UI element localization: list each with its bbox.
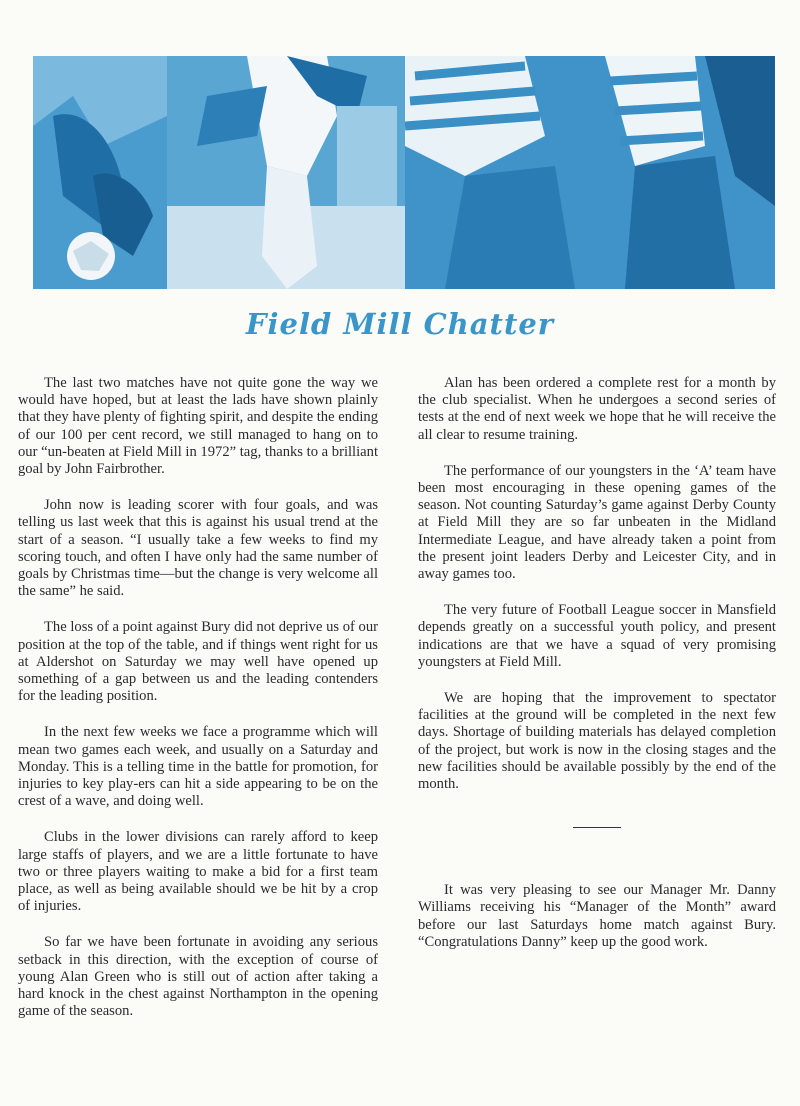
paragraph: Clubs in the lower divisions can rarely afford to keep large staffs of players, and we are a little fortunate to have two or three players waiting to make a bid for a first team place, as well as being available should we be hit by a crop of injuries. — [18, 829, 378, 915]
paragraph: The loss of a point against Bury did not deprive us of our position at the top of the table, and if things went right for us at Aldershot on Saturday we may well have opened up something of a gap between us and the leading contenders for the leading position. — [18, 619, 378, 705]
football-photo-3 — [405, 56, 775, 289]
paragraph: The performance of our youngsters in the ‘A’ team have been most encouraging in these opening games of the season. Not counting Saturday’s game against Derby County at Field Mill they are so far unbeaten in the Midland Intermediate League, and have already taken a point from the present joint leaders Derby and Leicester City, and in away games too. — [418, 462, 776, 583]
paragraph: In the next few weeks we face a programme which will mean two games each week, and usually on a Saturday and Monday. This is a telling time in the battle for promotion, for injuries to key play-ers can hit a side appearing to be on the crest of a wave, and doing well. — [18, 724, 378, 810]
paragraph: The last two matches have not quite gone the way we would have hoped, but at least the lads have shown plainly that they have plenty of fighting spirit, and despite the ending of our 100 per cent record, we still managed to hang on to our “un-beaten at Field Mill in 1972” tag, thanks to a brilliant goal by John Fairbrother. — [18, 375, 378, 478]
paragraph: We are hoping that the improvement to spectator facilities at the ground will be completed in the next few days. Shortage of building materials has delayed completion of the project, but work is now in the closing stages and the new facilities should be available possibly by the end of the month. — [418, 690, 776, 793]
paragraph: John now is leading scorer with four goals, and was telling us last week that this is against his usual trend at the start of a season. “I usually take a few weeks to find my scoring touch, and often I have only had the same number of goals by Christmas time—but the change is very welcome all the same” he said. — [18, 497, 378, 600]
section-divider — [573, 827, 621, 828]
football-photo-1 — [33, 56, 167, 289]
paragraph: The very future of Football League soccer in Mansfield depends greatly on a successful youth policy, and present indications are that we have a squad of very promising youngsters at Field Mill. — [418, 602, 776, 670]
header-photo-strip — [33, 56, 775, 289]
article-title: Field Mill Chatter — [245, 307, 555, 341]
paragraph: It was very pleasing to see our Manager Mr. Danny Williams receiving his “Manager of the Month” award before our last Saturdays home match against Bury. “Congratulations Danny” keep up the good work. — [418, 882, 776, 950]
right-column — [418, 375, 776, 970]
left-column — [18, 375, 378, 1040]
football-photo-2 — [167, 56, 405, 289]
paragraph: Alan has been ordered a complete rest for a month by the club specialist. When he undergoes a second series of tests at the end of next week we hope that he will receive the all clear to resume training. — [418, 375, 776, 443]
paragraph: So far we have been fortunate in avoiding any serious setback in this direction, with the exception of course of young Alan Green who is still out of action after taking a hard knock in the chest against Northampton in the opening game of the season. — [18, 934, 378, 1020]
